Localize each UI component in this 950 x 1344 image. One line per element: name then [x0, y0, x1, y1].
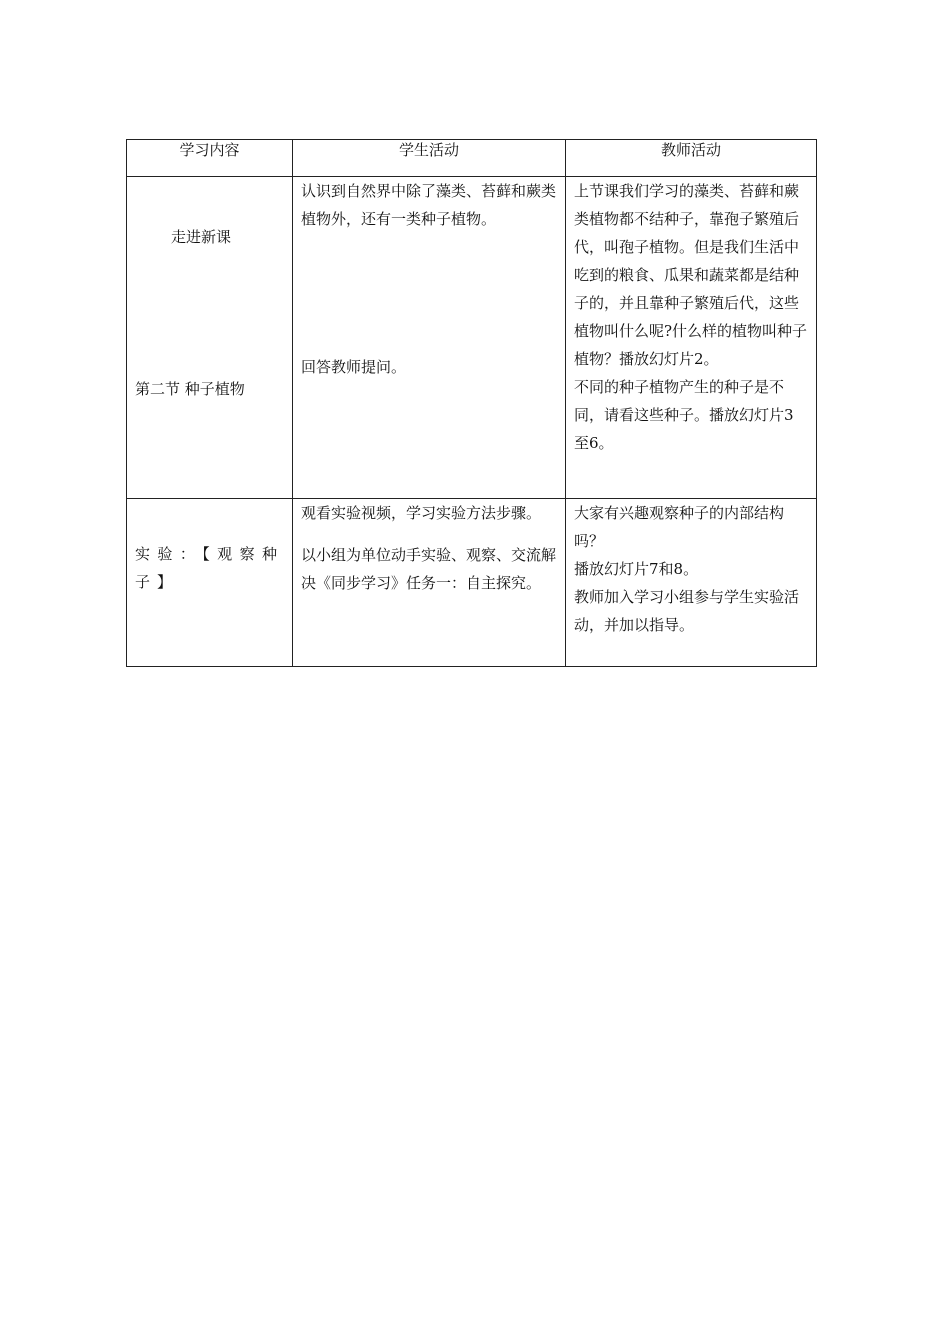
lesson-plan-table [126, 139, 817, 667]
teacher-paragraph: 大家有兴趣观察种子的内部结构吗？ [574, 504, 785, 550]
content-cell [127, 177, 293, 499]
table-header-row [127, 140, 817, 177]
table-row [127, 177, 817, 499]
student-cell [293, 499, 566, 667]
header-teacher-activity: 教师活动 [566, 140, 817, 177]
experiment-title: 实验：【观察种子】 [135, 545, 284, 591]
student-paragraph: 观看实验视频，学习实验方法步骤。 [301, 504, 542, 522]
content-cell [127, 499, 293, 667]
header-student-activity: 学生活动 [293, 140, 566, 177]
paragraph-gap [301, 527, 557, 541]
student-paragraph: 回答教师提问。 [301, 358, 407, 376]
topic-intro: 走进新课 [171, 228, 232, 246]
teacher-cell [566, 177, 817, 499]
student-paragraph: 以小组为单位动手实验、观察、交流解决《同步学习》任务一：自主探究。 [301, 546, 557, 592]
teacher-paragraph: 播放幻灯片7和8。 [574, 560, 699, 578]
topic-section-title: 第二节 种子植物 [135, 380, 245, 398]
table-row [127, 499, 817, 667]
student-paragraph: 认识到自然界中除了藻类、苔藓和蕨类植物外，还有一类种子植物。 [301, 182, 557, 228]
student-cell [293, 177, 566, 499]
teacher-paragraph: 教师加入学习小组参与学生实验活动，并加以指导。 [574, 588, 800, 634]
teacher-cell [566, 499, 817, 667]
teacher-paragraph: 上节课我们学习的藻类、苔藓和蕨类植物都不结种子，靠孢子繁殖后代，叫孢子植物。但是我们生活中吃到的粮食、瓜果和蔬菜都是结种子的，并且靠种子繁殖后代，这些植物叫什么呢?什么样的植物叫种子植物？播放幻灯片2。 [574, 182, 808, 368]
header-learning-content: 学习内容 [127, 140, 293, 177]
teacher-paragraph: 不同的种子植物产生的种子是不同，请看这些种子。播放幻灯片3至6。 [574, 378, 794, 452]
